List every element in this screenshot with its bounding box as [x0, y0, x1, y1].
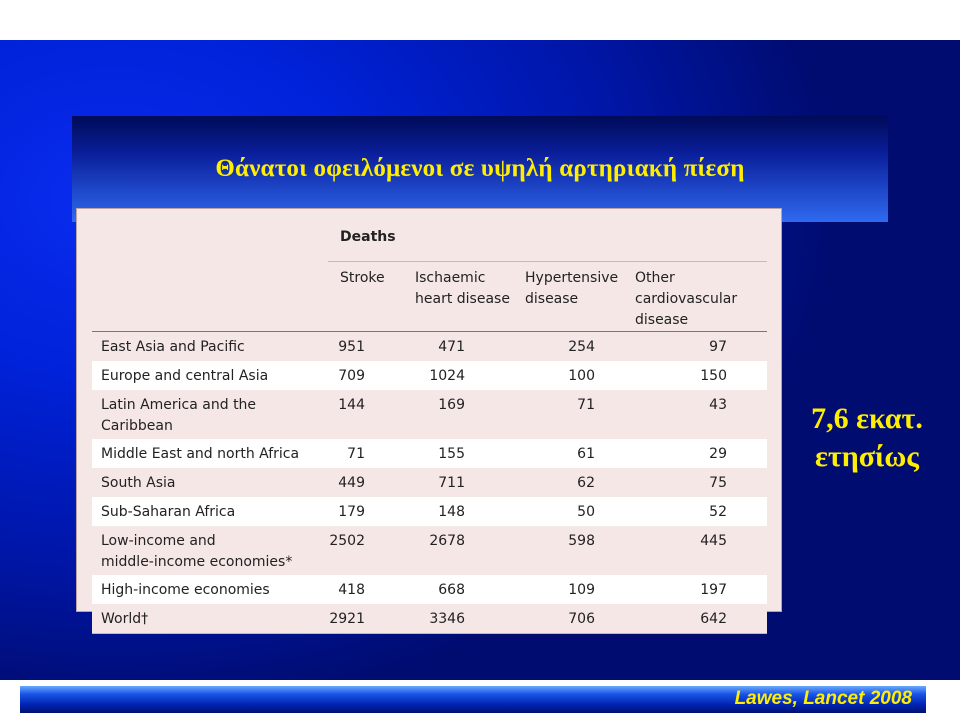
value-cell: 418 [328, 575, 403, 604]
region-cell: Sub-Saharan Africa [92, 497, 328, 526]
value-cell: 598 [513, 526, 623, 575]
table-group-header-row [92, 223, 767, 262]
footer-bar [20, 686, 926, 713]
value-cell: 50 [513, 497, 623, 526]
value-cell: 668 [403, 575, 513, 604]
column-header-other-cardiovascular: Other cardiovascular disease [623, 262, 767, 332]
column-header-hypertensive: Hypertensive disease [513, 262, 623, 332]
column-header-ischaemic: Ischaemic heart disease [403, 262, 513, 332]
value-cell: 62 [513, 468, 623, 497]
value-cell: 2921 [328, 604, 403, 634]
table-row [92, 468, 767, 497]
table-row [92, 526, 767, 575]
table-row [92, 361, 767, 390]
value-cell: 71 [328, 439, 403, 468]
column-header-stroke: Stroke [328, 262, 403, 332]
value-cell: 109 [513, 575, 623, 604]
region-cell: East Asia and Pacific [92, 332, 328, 362]
region-cell: Europe and central Asia [92, 361, 328, 390]
value-cell: 2502 [328, 526, 403, 575]
region-cell: South Asia [92, 468, 328, 497]
table-row [92, 575, 767, 604]
value-cell: 61 [513, 439, 623, 468]
value-cell: 706 [513, 604, 623, 634]
annual-deaths-value: 7,6 εκατ. [811, 402, 923, 435]
value-cell: 155 [403, 439, 513, 468]
value-cell: 144 [328, 390, 403, 439]
value-cell: 471 [403, 332, 513, 362]
value-cell: 1024 [403, 361, 513, 390]
value-cell: 97 [623, 332, 767, 362]
deaths-group-header: Deaths [328, 223, 767, 262]
table-column-header-row [92, 262, 767, 332]
annual-deaths-unit: ετησίως [815, 440, 919, 473]
slide-title: Θάνατοι οφειλόμενοι σε υψηλή αρτηριακή πίεση [215, 155, 745, 182]
value-cell: 449 [328, 468, 403, 497]
table-row [92, 390, 767, 439]
deaths-table-panel [76, 208, 782, 627]
deaths-table [92, 223, 767, 634]
value-cell: 169 [403, 390, 513, 439]
value-cell: 100 [513, 361, 623, 390]
citation: Lawes, Lancet 2008 [734, 688, 912, 709]
value-cell: 150 [623, 361, 767, 390]
annual-deaths-note [792, 400, 942, 476]
value-cell: 711 [403, 468, 513, 497]
value-cell: 3346 [403, 604, 513, 634]
table-row [92, 332, 767, 362]
region-cell: Middle East and north Africa [92, 439, 328, 468]
table-row [92, 439, 767, 468]
value-cell: 148 [403, 497, 513, 526]
value-cell: 52 [623, 497, 767, 526]
value-cell: 2678 [403, 526, 513, 575]
table-row [92, 604, 767, 634]
region-cell: High-income economies [92, 575, 328, 604]
value-cell: 43 [623, 390, 767, 439]
title-banner [72, 116, 888, 222]
value-cell: 71 [513, 390, 623, 439]
region-cell: Latin America and the Caribbean [92, 390, 328, 439]
value-cell: 75 [623, 468, 767, 497]
value-cell: 445 [623, 526, 767, 575]
value-cell: 197 [623, 575, 767, 604]
value-cell: 642 [623, 604, 767, 634]
region-cell: Low-income and middle-income economies* [92, 526, 328, 575]
value-cell: 951 [328, 332, 403, 362]
region-cell: World† [92, 604, 328, 634]
value-cell: 179 [328, 497, 403, 526]
value-cell: 709 [328, 361, 403, 390]
value-cell: 254 [513, 332, 623, 362]
value-cell: 29 [623, 439, 767, 468]
table-row [92, 497, 767, 526]
